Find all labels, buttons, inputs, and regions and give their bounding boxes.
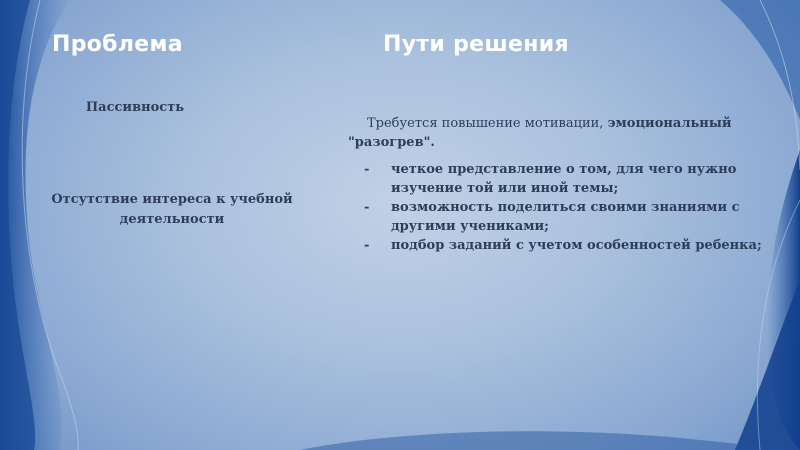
problem-item-lack-of-interest: Отсутствие интереса к учебной деятельности (51, 192, 293, 227)
square-bullet-icon (348, 118, 358, 128)
solutions-item-text: возможность поделиться своими знаниями с другими учениками; (391, 200, 740, 234)
solutions-list-item (348, 160, 778, 198)
dash-bullet-icon: - (364, 200, 370, 215)
solutions-item-text: подбор заданий с учетом особенностей ребенка; (391, 238, 762, 253)
solutions-item-text: четкое представление о том, для чего нужно изучение той или иной темы; (391, 162, 737, 196)
solutions-content (348, 114, 778, 255)
solutions-list-item (348, 236, 778, 255)
dash-bullet-icon: - (364, 162, 370, 177)
solutions-intro (348, 114, 778, 152)
problem-heading: Проблема (52, 32, 183, 57)
solutions-list (348, 160, 778, 255)
dash-bullet-icon: - (364, 238, 370, 253)
solutions-list-item (348, 198, 778, 236)
solutions-heading: Пути решения (383, 32, 569, 57)
solutions-intro-bold: эмоциональный "разогрев". (348, 116, 732, 150)
problem-item-passivity: Пассивность (85, 100, 185, 115)
solutions-intro-plain: Требуется повышение мотивации, (367, 116, 608, 131)
